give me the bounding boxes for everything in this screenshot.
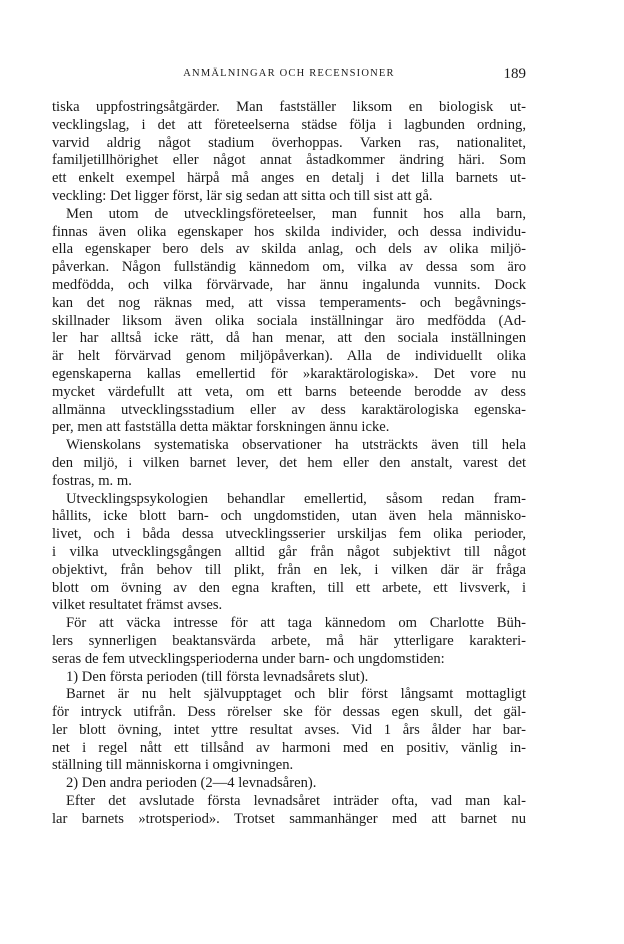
page-header xyxy=(52,66,526,86)
text-line: 2) Den andra perioden (2—4 levnadsåren). xyxy=(66,775,317,792)
text-line: för intryck utifrån. Dess rörelser ske för dessas egen skull, det gäl- xyxy=(52,704,526,721)
text-line: är helt förvärvad genom miljöpåverkan). Alla de individuellt olika xyxy=(52,348,526,365)
text-line: Utvecklingspsykologien behandlar emellertid, såsom redan fram- xyxy=(66,490,526,507)
text-line: tiska uppfostringsåtgärder. Man fastställer liksom en biologisk ut- xyxy=(52,99,526,115)
text-line: den miljö, i vilken barnet lever, det hem eller den anstalt, varest det xyxy=(52,454,526,471)
text-line: vilket resultatet främst avses. xyxy=(52,597,223,614)
text-line: ler blott övning, intet yttre resultat avses. Vid 1 års ålder har bar- xyxy=(52,721,526,738)
text-line: veckling: Det ligger först, lär sig sedan att sitta och till sist att gå. xyxy=(52,187,433,204)
text-line: hållits, icke blott barn- och ungdomstiden, utan även hela människo- xyxy=(52,508,526,525)
text-line: Men utom de utvecklingsföreteelser, man funnit hos alla barn, xyxy=(66,205,526,222)
text-line: lers synnerligen beaktansvärda arbete, må här ytterligare karakteri- xyxy=(52,632,526,649)
text-line: familjetillhörighet eller något annat åstadkommer ändring häri. Som xyxy=(52,152,526,169)
text-line: ställning till människorna i omgivningen. xyxy=(52,757,294,774)
text-line: allmänna utvecklingsstadium eller av dess karaktärologiska egenska- xyxy=(52,401,526,418)
running-head: ANMÄLNINGAR OCH RECENSIONER xyxy=(183,68,395,79)
text-line: vecklingslag, i det att företeelserna städse följa i lagbunden ordning, xyxy=(52,116,526,133)
text-line: objektivt, från behov till plikt, från en lek, i vilken där är fråga xyxy=(52,561,526,578)
text-line: ella egenskaper bero dels av skilda anlag, och dels av olika miljö- xyxy=(52,241,526,258)
text-line: påverkan. Någon fullständig kännedom om, vilka av dessa som äro xyxy=(52,259,526,276)
text-line: medfödda, och vilka förvärvade, har ännu ingalunda vunnits. Dock xyxy=(52,276,526,293)
body-text xyxy=(52,99,526,829)
text-line: blott om övning av den egna kraften, till ett arbete, ett livsverk, i xyxy=(52,579,526,596)
text-line: ett enkelt exempel härpå må anges en detalj i det lilla barnets ut- xyxy=(52,170,526,187)
page-number: 189 xyxy=(503,66,526,82)
text-line: Efter det avslutade första levnadsåret inträder ofta, vad man kal- xyxy=(66,793,526,810)
text-line: finnas även olika egenskaper hos skilda individer, och dessa individu- xyxy=(52,223,526,240)
text-line: Barnet är nu helt självupptaget och blir först långsamt mottagligt xyxy=(66,686,526,703)
text-line: mycket värdefullt att veta, om ett barns beteende berodde av dess xyxy=(52,383,526,400)
text-line: lar barnets »trotsperiod». Trotset sammanhänger med att barnet nu xyxy=(52,810,526,827)
text-line: fostras, m. m. xyxy=(52,472,132,489)
text-line: per, men att fastställa detta mäktar forskningen ännu icke. xyxy=(52,419,390,436)
text-line: skillnader liksom även olika sociala inställningar äro medfödda (Ad- xyxy=(52,312,526,329)
text-line: livet, och i båda dessa utvecklingsserier urskiljas fem olika perioder, xyxy=(52,526,526,543)
text-line: egenskaperna kallas emellertid för »karaktärologiska». Det vore nu xyxy=(52,365,526,382)
text-line: För att väcka intresse för att taga kännedom om Charlotte Büh- xyxy=(66,615,526,632)
text-line: Wienskolans systematiska observationer ha utsträckts även till hela xyxy=(66,437,526,454)
text-line: 1) Den första perioden (till första levnadsårets slut). xyxy=(66,668,369,685)
text-line: i vilka utvecklingsgången alltid går från något subjektivt till något xyxy=(52,543,526,560)
text-line: kan det nog räknas med, att vissa temperaments- och begåvnings- xyxy=(52,294,526,311)
text-line: net i regel nått ett tillsånd av harmoni med en positiv, vänlig in- xyxy=(52,739,526,756)
text-line: ler har alltså icke rätt, då han menar, att den sociala inställningen xyxy=(52,330,526,347)
text-line: varvid aldrig något stadium överhoppas. Varken ras, nationalitet, xyxy=(52,134,526,151)
text-line: seras de fem utvecklingsperioderna under barn- och ungdomstiden: xyxy=(52,650,445,667)
